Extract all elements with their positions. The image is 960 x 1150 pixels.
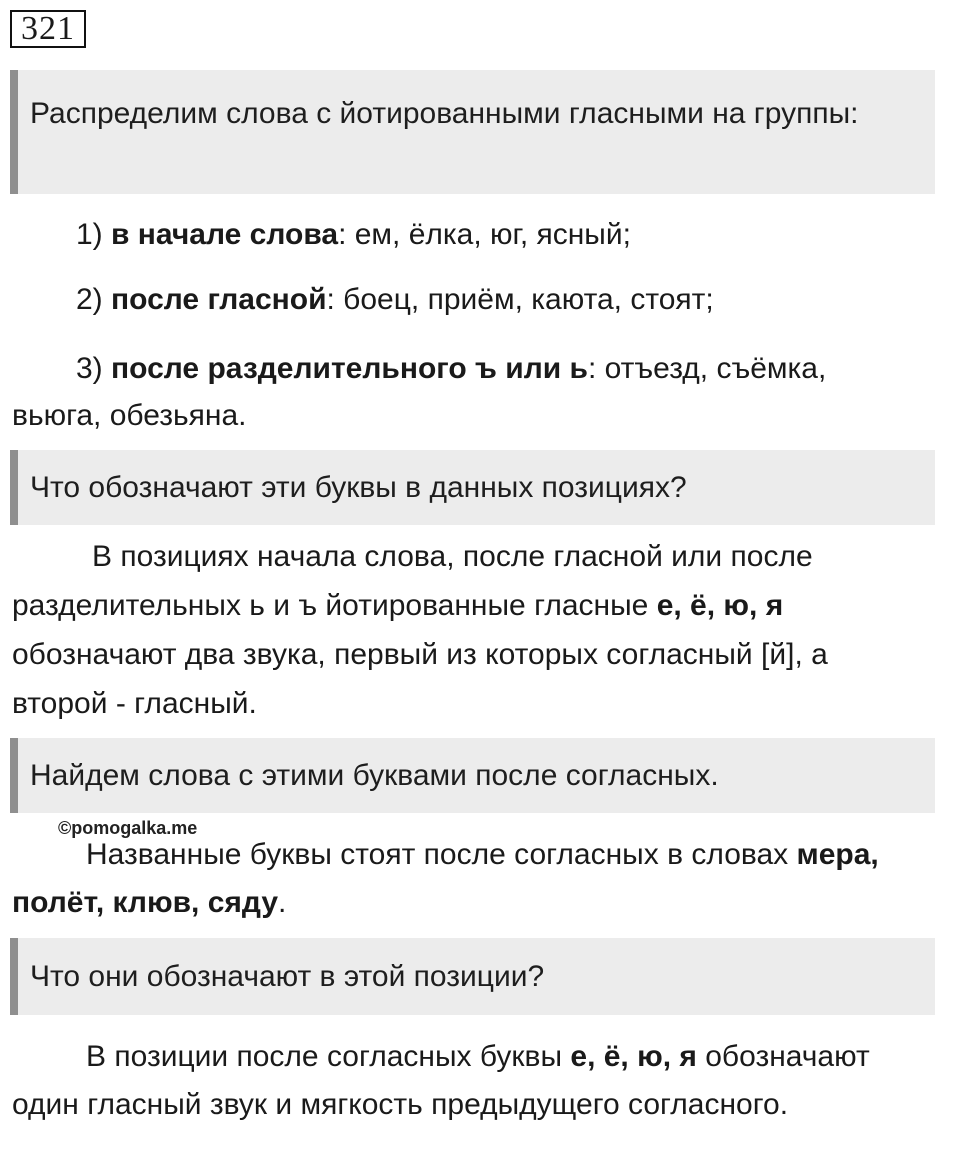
answer-line: один гласный звук и мягкость предыдущего согласного. <box>12 1088 789 1121</box>
group-words: : ем, ёлка, юг, ясный; <box>338 218 631 251</box>
group-label: после разделительного ъ или ь <box>111 352 588 385</box>
question-text: Что обозначают эти буквы в данных позициях? <box>30 471 687 504</box>
question-text: Распределим слова с йотированными гласными на группы: <box>30 97 859 130</box>
group-number: 2) <box>76 283 103 316</box>
answer-line: второй - гласный. <box>12 687 257 720</box>
answer-paragraph-3 <box>12 1033 947 1129</box>
task-number: 321 <box>10 10 86 48</box>
answer-end: . <box>278 886 287 919</box>
answer-line: обозначают <box>696 1040 870 1073</box>
answer-bold: полёт, клюв, сяду <box>12 886 279 919</box>
answer-bold: мера, <box>796 838 879 871</box>
question-box-4 <box>10 938 935 1015</box>
group-words-continued: вьюга, обезьяна. <box>12 399 247 432</box>
answer-line: обозначают два звука, первый из которых согласный [й], а <box>12 638 828 671</box>
answer-line: разделительных ь и ъ йотированные гласные <box>12 589 657 622</box>
group-number: 1) <box>76 218 103 251</box>
watermark: ©pomogalka.me <box>58 818 198 838</box>
answer-line: В позиции после согласных буквы <box>86 1040 571 1073</box>
answer-bold: е, ё, ю, я <box>656 589 784 622</box>
question-box-1 <box>10 70 935 194</box>
answer-line: Названные буквы стоят после согласных в словах <box>86 838 797 871</box>
question-text: Найдем слова с этими буквами после согласных. <box>30 759 719 792</box>
group-label: в начале слова <box>111 218 339 251</box>
group-item-2 <box>12 280 947 320</box>
question-box-3 <box>10 738 935 813</box>
group-words: : отъезд, съёмка, <box>587 352 827 385</box>
question-box-2 <box>10 450 935 525</box>
answer-paragraph-1 <box>12 532 947 728</box>
answer-paragraph-2 <box>12 831 947 927</box>
group-item-3 <box>12 345 947 439</box>
group-words: : боец, приём, каюта, стоят; <box>326 283 714 316</box>
group-item-1 <box>12 215 947 255</box>
group-number: 3) <box>76 352 103 385</box>
answer-line: В позициях начала слова, после гласной или после <box>92 540 813 573</box>
answer-bold: е, ё, ю, я <box>570 1040 697 1073</box>
group-label: после гласной <box>111 283 327 316</box>
question-text: Что они обозначают в этой позиции? <box>30 960 545 993</box>
